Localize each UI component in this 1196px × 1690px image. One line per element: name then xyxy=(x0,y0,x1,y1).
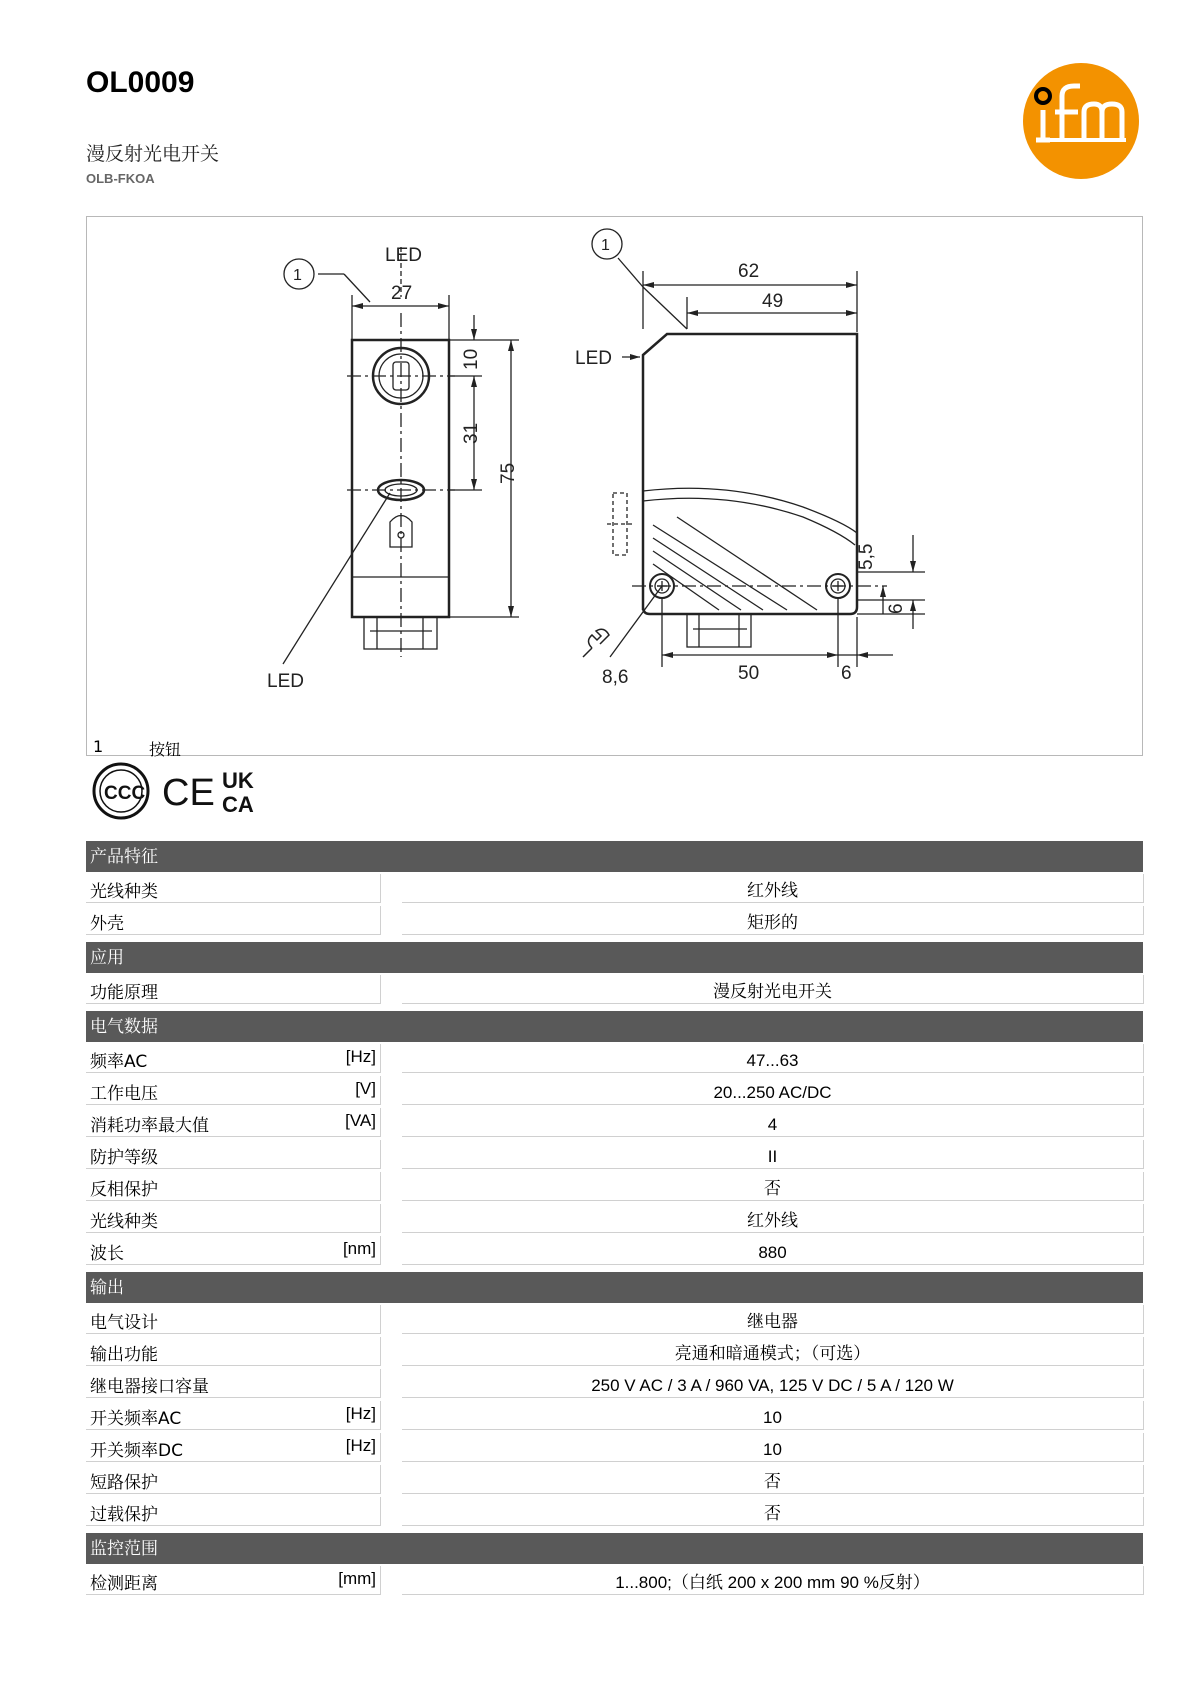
wrench-icon xyxy=(583,629,609,657)
spec-row xyxy=(86,975,1143,1005)
dim-6-side: 6 xyxy=(886,603,907,614)
dim-6-bottom: 6 xyxy=(841,663,852,684)
specification-table xyxy=(86,841,1143,1598)
spec-value-cell xyxy=(402,1369,1144,1398)
spec-value: 20...250 AC/DC xyxy=(713,1083,832,1102)
spec-unit: [Hz] xyxy=(345,1404,376,1423)
spec-label-cell xyxy=(86,1433,381,1462)
spec-label: 开关频率AC xyxy=(90,1409,182,1429)
spec-row xyxy=(86,1497,1143,1527)
spec-value-cell xyxy=(402,1140,1144,1169)
spec-value: 否 xyxy=(764,1504,781,1523)
product-subtitle: 漫反射光电开关 xyxy=(86,143,220,165)
spec-value: 250 V AC / 3 A / 960 VA, 125 V DC / 5 A / 120 W xyxy=(591,1376,954,1395)
certification-marks xyxy=(92,762,272,820)
ccc-mark xyxy=(94,764,148,818)
spec-value-cell xyxy=(402,1204,1144,1233)
spec-value: 红外线 xyxy=(747,1211,798,1230)
spec-label-cell xyxy=(86,1172,381,1201)
spec-value-cell xyxy=(402,1236,1144,1265)
spec-value: 4 xyxy=(767,1115,778,1134)
svg-text:CCC: CCC xyxy=(104,783,146,804)
spec-value: 矩形的 xyxy=(747,913,798,932)
spec-value: 10 xyxy=(763,1440,782,1459)
spec-value-cell xyxy=(402,874,1144,903)
dimension-drawing xyxy=(86,216,1143,759)
section-header: 电气数据 xyxy=(86,1011,1143,1042)
ce-mark xyxy=(162,772,215,814)
section-header: 输出 xyxy=(86,1272,1143,1303)
callout-1-right: 1 xyxy=(601,237,610,254)
spec-label-cell xyxy=(86,1236,381,1265)
spec-row xyxy=(86,1401,1143,1431)
svg-text:CA: CA xyxy=(222,792,254,817)
spec-row xyxy=(86,1337,1143,1367)
spec-value: 红外线 xyxy=(747,881,798,900)
spec-value: 10 xyxy=(763,1408,782,1427)
spec-row xyxy=(86,1076,1143,1106)
spec-label: 工作电压 xyxy=(90,1084,158,1104)
spec-label-cell xyxy=(86,1401,381,1430)
spec-label: 外壳 xyxy=(90,914,124,934)
legend-number: 1 xyxy=(93,737,104,756)
spec-value: II xyxy=(767,1147,778,1166)
spec-value: 1...800;（白纸 200 x 200 mm 90 %反射） xyxy=(615,1573,930,1592)
spec-value-cell xyxy=(402,1305,1144,1334)
spec-value: 880 xyxy=(758,1243,787,1262)
spec-label-cell xyxy=(86,1108,381,1137)
spec-row xyxy=(86,1140,1143,1170)
spec-row xyxy=(86,1465,1143,1495)
spec-label: 反相保护 xyxy=(90,1180,158,1200)
spec-label-cell xyxy=(86,1305,381,1334)
spec-unit: [nm] xyxy=(342,1239,376,1258)
spec-label: 防护等级 xyxy=(90,1148,158,1168)
spec-value: 否 xyxy=(764,1472,781,1491)
spec-value-cell xyxy=(402,1172,1144,1201)
spec-label-cell xyxy=(86,1465,381,1494)
spec-row xyxy=(86,1236,1143,1266)
spec-unit: [Hz] xyxy=(345,1047,376,1066)
spec-label: 光线种类 xyxy=(90,1212,158,1232)
spec-label: 输出功能 xyxy=(90,1345,158,1365)
spec-label-cell xyxy=(86,874,381,903)
spec-label-cell xyxy=(86,975,381,1004)
spec-value-cell xyxy=(402,1465,1144,1494)
section-header: 监控范围 xyxy=(86,1533,1143,1564)
spec-row xyxy=(86,1433,1143,1463)
spec-value-cell xyxy=(402,1044,1144,1073)
spec-label: 短路保护 xyxy=(90,1473,158,1493)
dim-31: 31 xyxy=(461,422,482,444)
spec-value-cell xyxy=(402,906,1144,935)
led-label-bottom: LED xyxy=(267,671,304,692)
svg-text:CE: CE xyxy=(162,772,215,814)
spec-label: 波长 xyxy=(90,1244,124,1264)
led-label-right: LED xyxy=(575,348,612,369)
spec-value-cell xyxy=(402,1337,1144,1366)
legend-text: 按钮 xyxy=(149,740,182,759)
svg-text:UK: UK xyxy=(222,768,254,793)
spec-label-cell xyxy=(86,1076,381,1105)
spec-label-cell xyxy=(86,1566,381,1595)
dim-8-6: 8,6 xyxy=(602,667,629,688)
spec-label: 电气设计 xyxy=(90,1313,158,1333)
spec-label: 光线种类 xyxy=(90,882,158,902)
spec-row xyxy=(86,1566,1143,1596)
spec-value: 否 xyxy=(764,1179,781,1198)
spec-row xyxy=(86,1172,1143,1202)
spec-unit: [VA] xyxy=(345,1111,376,1130)
section-header: 应用 xyxy=(86,942,1143,973)
spec-value-cell xyxy=(402,1433,1144,1462)
spec-value-cell xyxy=(402,975,1144,1004)
dim-62: 62 xyxy=(738,261,760,282)
spec-value: 继电器 xyxy=(747,1312,798,1331)
dim-49: 49 xyxy=(762,291,784,312)
spec-label-cell xyxy=(86,1369,381,1398)
dim-75: 75 xyxy=(498,462,519,484)
spec-value-cell xyxy=(402,1566,1144,1595)
spec-label-cell xyxy=(86,1044,381,1073)
spec-label: 继电器接口容量 xyxy=(90,1377,209,1397)
spec-unit: [mm] xyxy=(338,1569,376,1588)
spec-value-cell xyxy=(402,1401,1144,1430)
spec-label: 检测距离 xyxy=(90,1574,158,1594)
spec-label: 消耗功率最大值 xyxy=(90,1116,209,1136)
spec-row xyxy=(86,1044,1143,1074)
spec-row xyxy=(86,1369,1143,1399)
spec-label-cell xyxy=(86,1497,381,1526)
product-title: OL0009 xyxy=(86,66,195,99)
spec-row xyxy=(86,874,1143,904)
spec-label: 开关频率DC xyxy=(90,1441,183,1461)
spec-label-cell xyxy=(86,1140,381,1169)
spec-unit: [Hz] xyxy=(345,1436,376,1455)
spec-row xyxy=(86,906,1143,936)
dim-50: 50 xyxy=(738,663,760,684)
spec-value-cell xyxy=(402,1497,1144,1526)
spec-unit: [V] xyxy=(355,1079,376,1098)
section-header: 产品特征 xyxy=(86,841,1143,872)
dim-5-5: 5,5 xyxy=(856,543,877,570)
dim-27: 27 xyxy=(391,283,413,304)
callout-1-left: 1 xyxy=(293,267,302,284)
spec-value-cell xyxy=(402,1076,1144,1105)
product-model: OLB-FKOA xyxy=(86,171,155,186)
spec-label-cell xyxy=(86,906,381,935)
spec-label: 功能原理 xyxy=(90,983,158,1003)
ifm-logo xyxy=(1022,62,1140,180)
spec-row xyxy=(86,1204,1143,1234)
spec-value: 漫反射光电开关 xyxy=(713,982,832,1001)
spec-label: 过载保护 xyxy=(90,1505,158,1525)
spec-label: 频率AC xyxy=(90,1052,148,1072)
spec-value-cell xyxy=(402,1108,1144,1137)
spec-row xyxy=(86,1305,1143,1335)
led-label-top: LED xyxy=(385,245,422,266)
spec-row xyxy=(86,1108,1143,1138)
spec-label-cell xyxy=(86,1204,381,1233)
spec-label-cell xyxy=(86,1337,381,1366)
svg-text:UKCA: UKCA xyxy=(92,762,95,763)
spec-value: 47...63 xyxy=(746,1051,799,1070)
dim-10: 10 xyxy=(461,348,482,370)
spec-value: 亮通和暗通模式；（可选） xyxy=(674,1344,871,1363)
